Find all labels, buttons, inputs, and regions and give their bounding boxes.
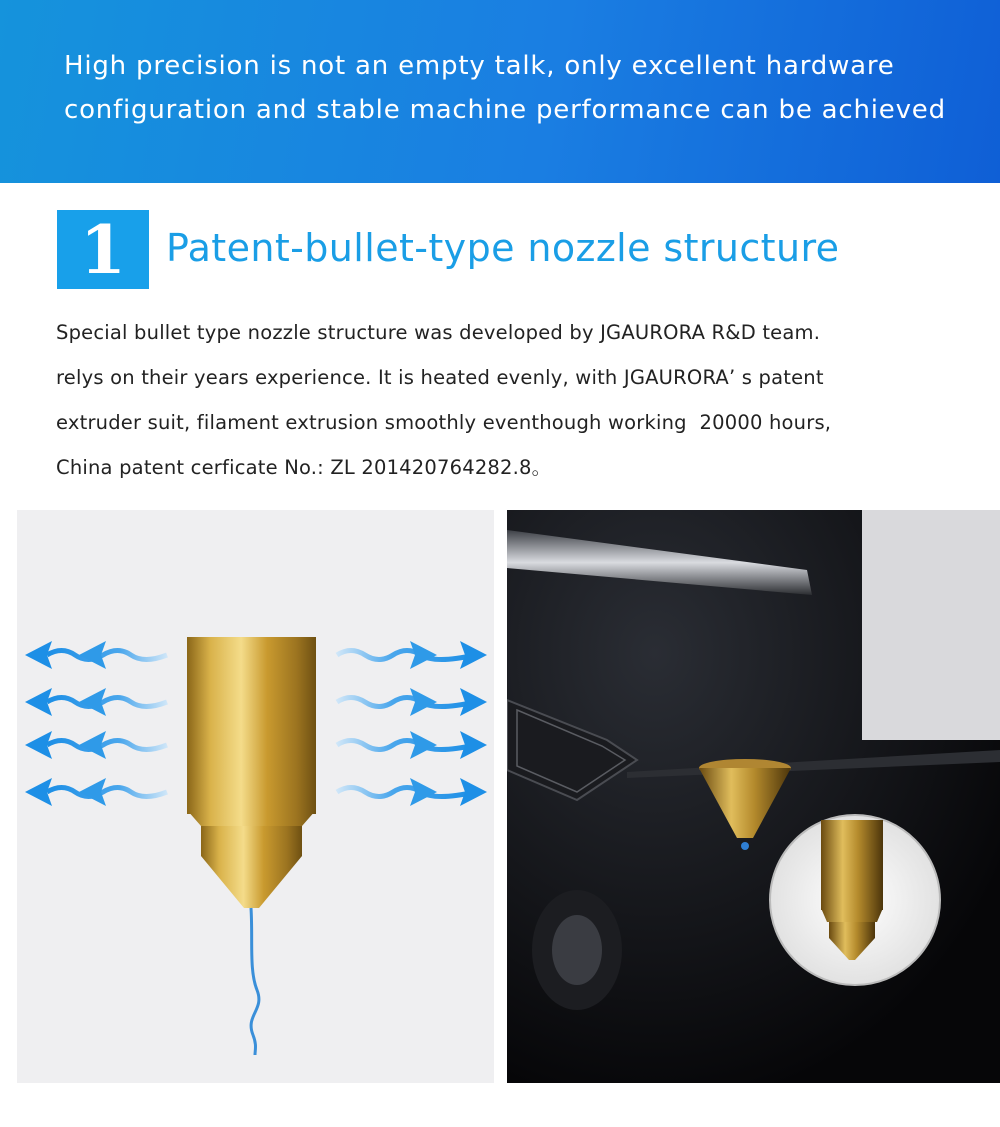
feature-title: Patent-bullet-type nozzle structure (166, 226, 840, 270)
nozzle-diagram-svg (17, 510, 494, 1083)
airflow-right-arrows (337, 641, 487, 806)
nozzle-closeup-inset (770, 815, 940, 985)
light-panel (862, 510, 1000, 740)
description-line-2: relys on their years experience. It is heated evenly, with JGAURORA’ s patent (56, 366, 824, 389)
filament-strand (251, 908, 259, 1055)
header-banner (0, 0, 1000, 183)
airflow-arrow-icon (337, 688, 487, 716)
nozzle-heat-diagram (17, 510, 494, 1083)
banner-line-2: configuration and stable machine performance can be achieved (64, 95, 946, 125)
airflow-left-arrows (25, 641, 167, 806)
description-line-1: Special bullet type nozzle structure was developed by JGAURORA R&D team. (56, 321, 821, 344)
airflow-arrow-icon (337, 731, 487, 759)
brass-nozzle (187, 637, 316, 908)
feature-description (56, 310, 986, 490)
airflow-arrow-icon (337, 641, 487, 669)
airflow-arrow-icon (25, 641, 167, 669)
airflow-arrow-icon (337, 778, 487, 806)
airflow-arrow-icon (25, 731, 167, 759)
banner-text (64, 44, 974, 132)
printer-photo-svg (507, 510, 1000, 1083)
printer-nozzle-photo (507, 510, 1000, 1083)
description-line-3: extruder suit, filament extrusion smoothly eventhough working 20000 hours, (56, 411, 832, 434)
description-line-4: China patent cerficate No.: ZL 201420764282.8。 (56, 456, 552, 479)
airflow-arrow-icon (25, 778, 167, 806)
feature-number-badge: 1 (57, 210, 149, 289)
airflow-arrow-icon (25, 688, 167, 716)
banner-line-1: High precision is not an empty talk, only excellent hardware (64, 51, 895, 81)
